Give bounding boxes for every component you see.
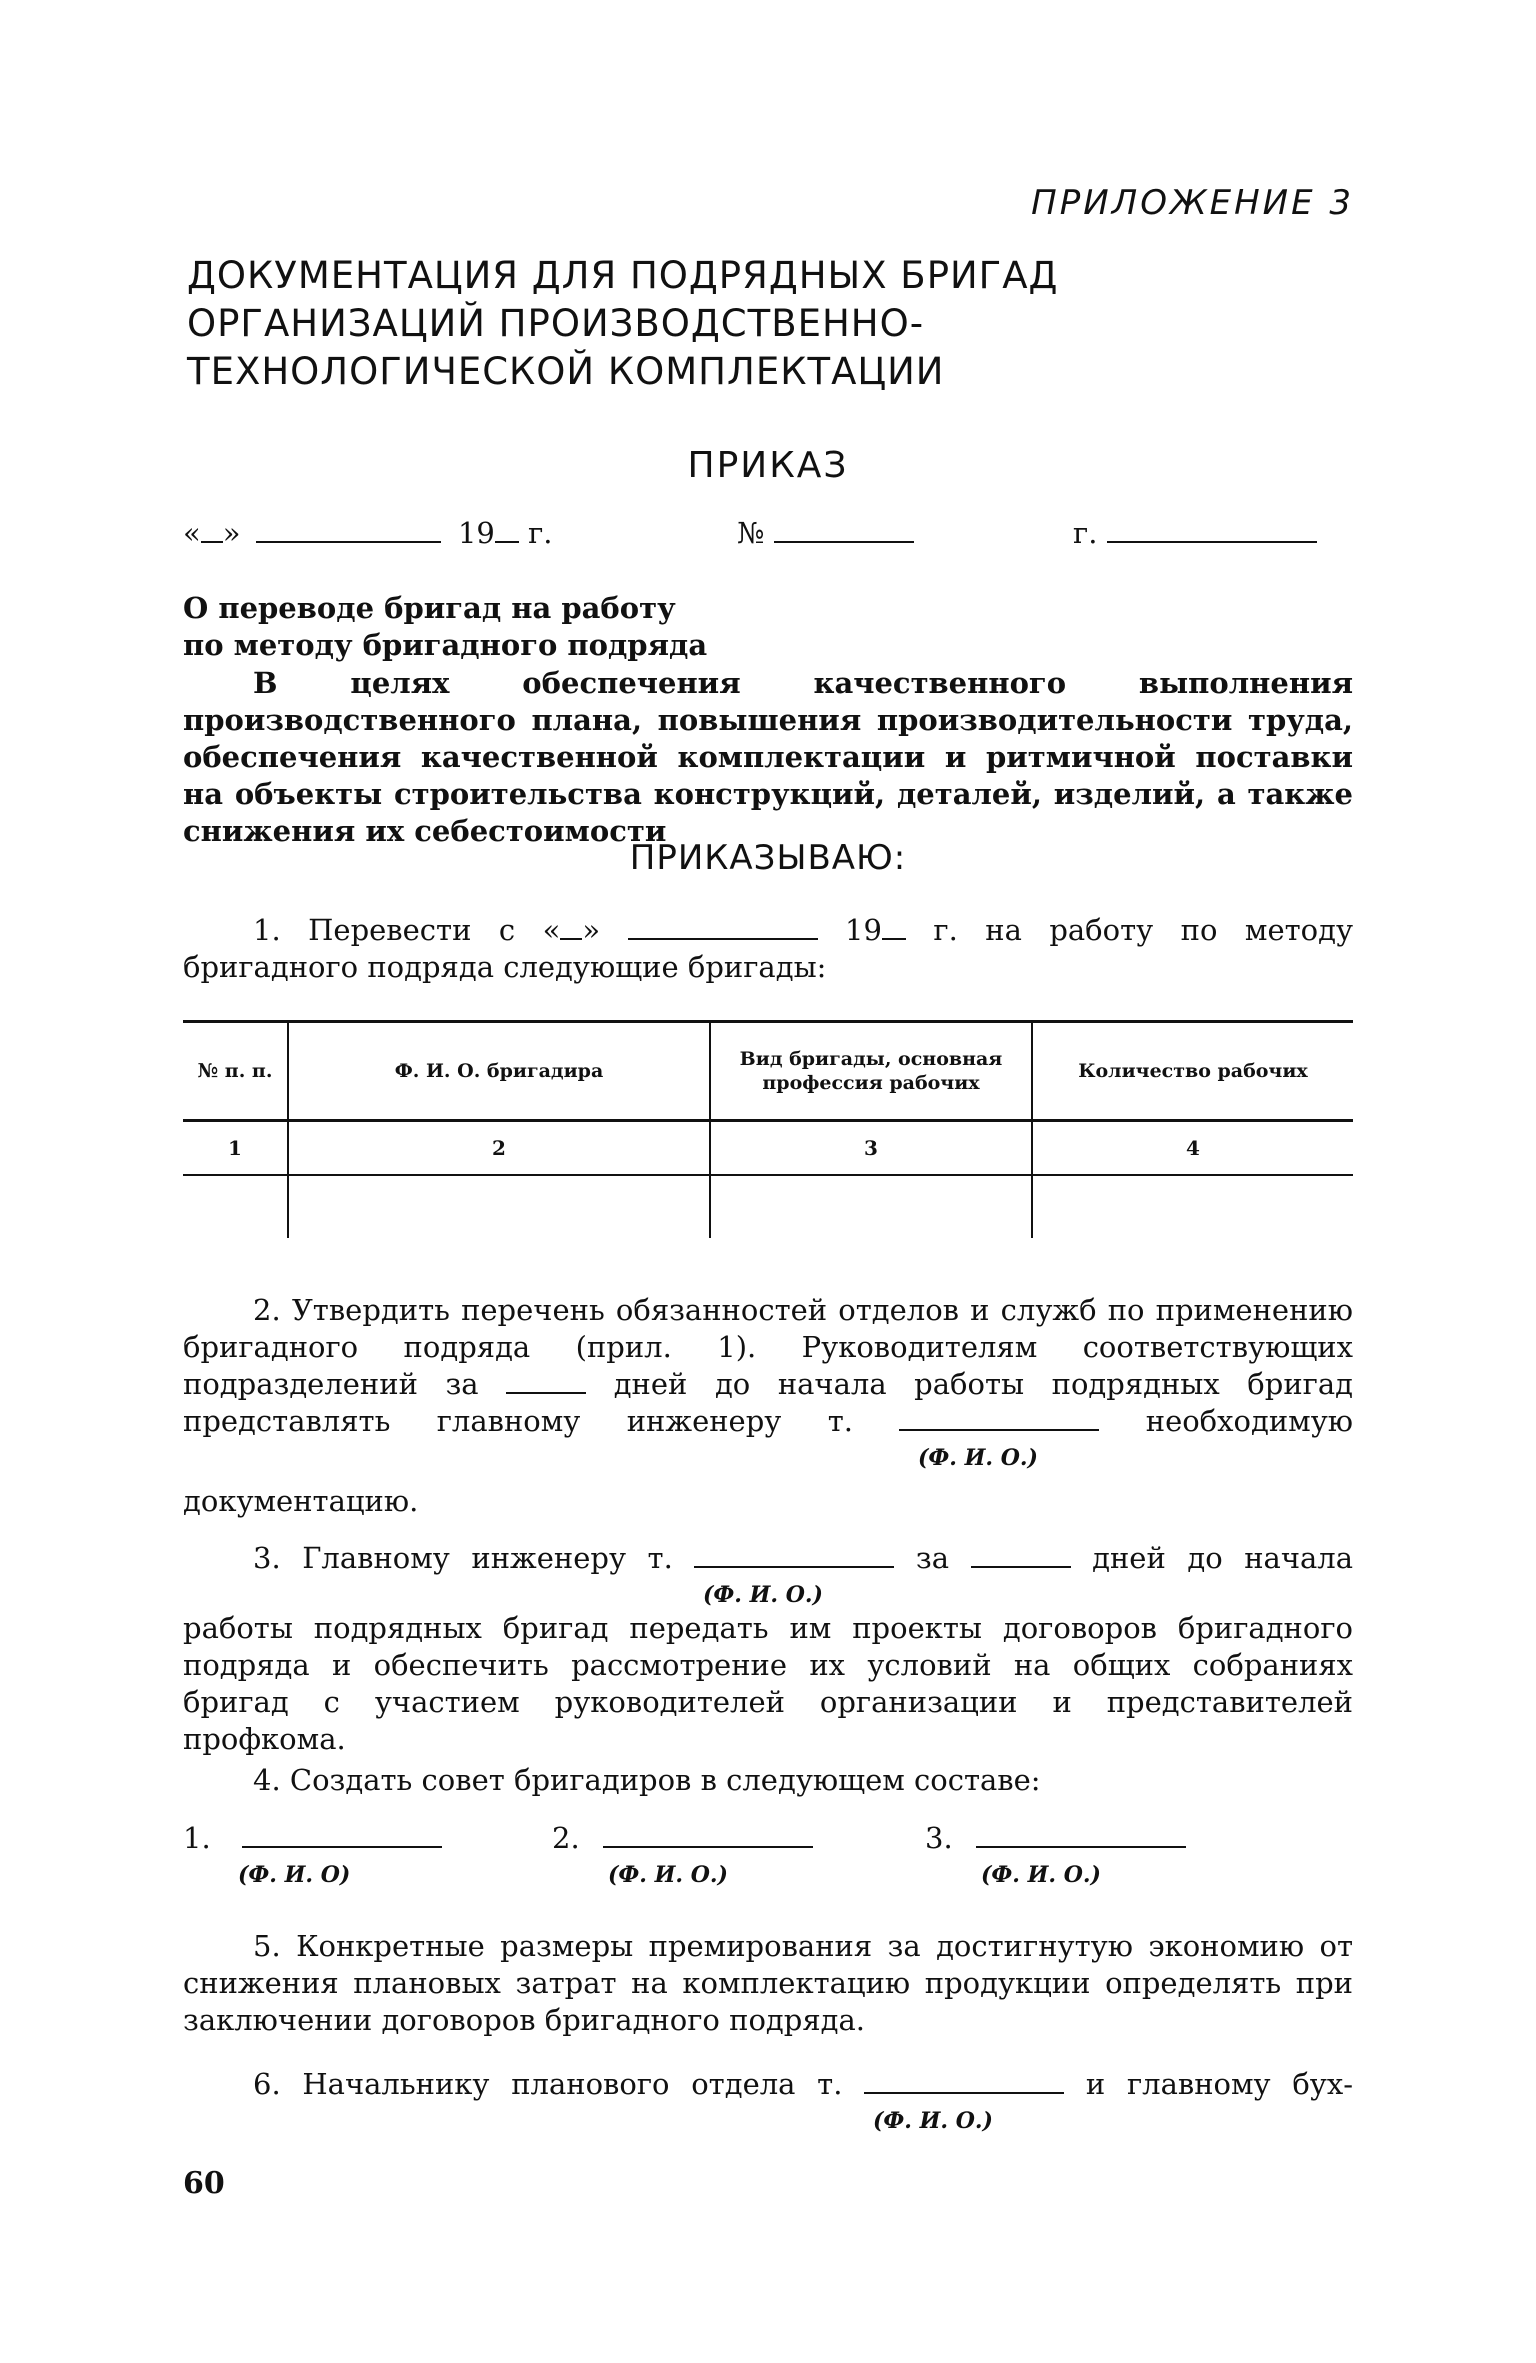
fio-caption: (Ф. И. О.) [703, 1582, 823, 1608]
subject-line: О переводе бригад на работу [183, 591, 676, 625]
member-number: 2. [552, 1821, 580, 1855]
heading-line: ДОКУМЕНТАЦИЯ ДЛЯ ПОДРЯДНЫХ БРИГАД [187, 254, 1059, 297]
quote-open: « [542, 913, 561, 947]
item6-text-b: и главному бух- [1085, 2067, 1354, 2101]
heading-line: ТЕХНОЛОГИЧЕСКОЙ КОМПЛЕКТАЦИИ [187, 350, 945, 393]
quote-open: « [183, 516, 201, 550]
item2-text-d: документацию. [183, 1484, 419, 1518]
year-prefix: 19 [457, 516, 495, 550]
item1-text-b: г. на работу по методу [933, 913, 1354, 947]
council-member-2 [552, 1820, 813, 1889]
name-blank [899, 1403, 1099, 1431]
column-header: Количество рабочих [1032, 1022, 1353, 1121]
city-blank [1107, 515, 1317, 543]
city-prefix: г. [1073, 516, 1098, 550]
council-member-3 [925, 1820, 1186, 1889]
document-heading [187, 252, 1058, 396]
item-2 [183, 1292, 1353, 1520]
item-6 [183, 2066, 1353, 2136]
fio-caption: (Ф. И. О.) [981, 1862, 1101, 1888]
fio-caption: (Ф. И. О.) [873, 2108, 993, 2134]
item2-text-b: дней до начала работы подрядных бригад представлять главному инженеру т. [183, 1367, 1353, 1438]
item6-text-a: 6. Начальнику планового отдела т. [253, 2067, 843, 2101]
days-blank [971, 1540, 1071, 1568]
brigades-table [183, 1020, 1353, 1238]
item1-text-a: 1. Перевести с [253, 913, 516, 947]
fio-caption: (Ф. И. О) [238, 1862, 351, 1888]
name-blank [864, 2066, 1064, 2094]
table-cell [183, 1175, 288, 1238]
fio-caption: (Ф. И. О.) [608, 1862, 728, 1888]
table-row [183, 1175, 1353, 1238]
name-blank [603, 1820, 813, 1848]
month-blank [628, 912, 818, 940]
order-number [737, 515, 914, 550]
order-title: ПРИКАЗ [687, 445, 849, 486]
quote-close: » [222, 516, 241, 550]
item3-text-c: дней до начала [1092, 1541, 1353, 1575]
number-blank [774, 515, 914, 543]
order-date [183, 515, 552, 550]
item3-text-d: работы подрядных бригад передать им проекты договоров бригадного подряда и обеспечить рассмотрение их условий на общих собраниях бригад с участием руководителей организации и представителей профкома. [183, 1611, 1353, 1756]
table-header-row [183, 1022, 1353, 1121]
name-blank [694, 1540, 894, 1568]
item-3 [183, 1540, 1353, 1799]
name-blank [976, 1820, 1186, 1848]
day-blank [560, 912, 582, 940]
heading-line: ОРГАНИЗАЦИЙ ПРОИЗВОДСТВЕННО- [187, 302, 925, 345]
month-blank [256, 515, 441, 543]
column-number: 1 [183, 1121, 288, 1176]
preamble: В целях обеспечения качественного выполнения производственного плана, повышения производительности труда, обеспечения качественной комплектации и ритмичной поставки на объекты строительства конструкций, деталей, изделий, а также снижения их себестоимости [183, 666, 1353, 848]
council-member-1 [183, 1820, 442, 1889]
day-blank [201, 515, 223, 543]
fio-caption: (Ф. И. О.) [918, 1445, 1038, 1471]
order-subject [183, 590, 707, 664]
item2-text-c: необходимую [1145, 1404, 1354, 1438]
name-blank [242, 1820, 442, 1848]
days-blank [506, 1366, 586, 1394]
item-1 [183, 912, 1353, 986]
table-cell [1032, 1175, 1353, 1238]
year-blank [495, 515, 519, 543]
year-blank [882, 912, 906, 940]
item3-text-b: за [915, 1541, 950, 1575]
column-header: Ф. И. О. бригадира [288, 1022, 710, 1121]
item2-text-a: 2. Утвердить перечень обязанностей отделов и служб по применению бригадного подряда (прил. 1). Руководителям соответствующих подразделений за [183, 1293, 1353, 1401]
column-number: 2 [288, 1121, 710, 1176]
subject-line: по методу бригадного подряда [183, 628, 708, 662]
column-number: 3 [710, 1121, 1032, 1176]
page-number: 60 [183, 2166, 225, 2201]
order-word: ПРИКАЗЫВАЮ: [629, 838, 907, 878]
item-5: 5. Конкретные размеры премирования за достигнутую экономию от снижения плановых затрат на комплектацию продукции определять при заключении договоров бригадного подряда. [183, 1929, 1353, 2037]
quote-close: » [582, 913, 601, 947]
item4-text: 4. Создать совет бригадиров в следующем составе: [253, 1763, 1041, 1797]
table-cell [710, 1175, 1032, 1238]
table-cell [288, 1175, 710, 1238]
column-header: № п. п. [183, 1022, 288, 1121]
year-suffix: г. [528, 516, 553, 550]
appendix-label: ПРИЛОЖЕНИЕ 3 [1031, 183, 1354, 223]
member-number: 1. [183, 1821, 211, 1855]
table-row [183, 1121, 1353, 1176]
item3-text-a: 3. Главному инженеру т. [253, 1541, 673, 1575]
member-number: 3. [925, 1821, 953, 1855]
column-number: 4 [1032, 1121, 1353, 1176]
order-city [1073, 515, 1317, 550]
item1-text-c: бригадного подряда следующие бригады: [183, 950, 827, 984]
year-prefix: 19 [845, 913, 882, 947]
column-header: Вид бригады, основная профессия рабочих [710, 1022, 1032, 1121]
number-sign: № [737, 516, 765, 550]
